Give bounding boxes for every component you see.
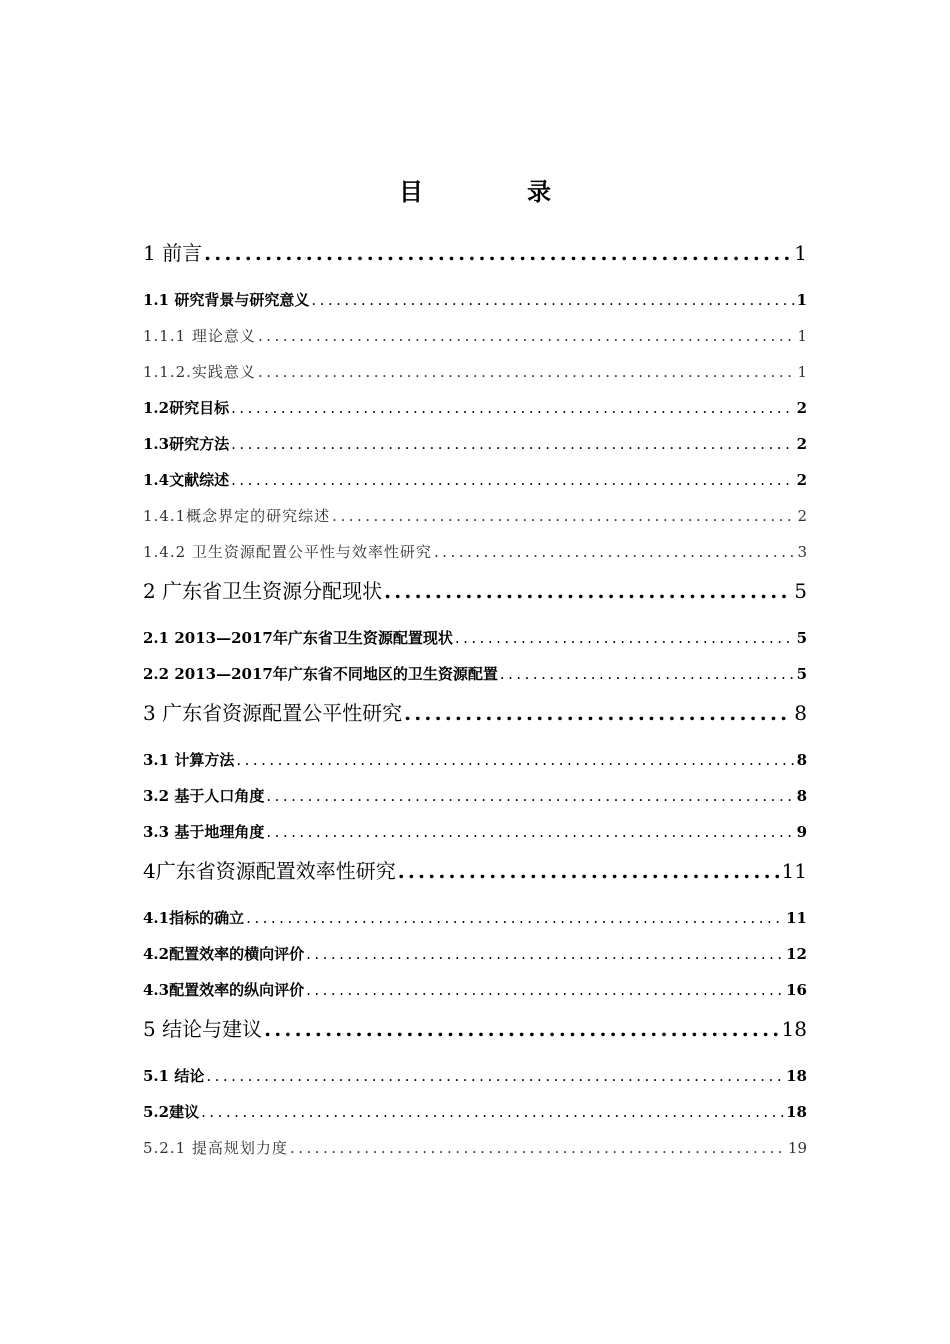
toc-entry-page-number: 8 [796,751,807,769]
toc-entry-label: 2 广东省卫生资源分配现状 [143,579,383,603]
toc-entry-page-number: 19 [787,1139,807,1157]
toc-entry-page-number: 8 [794,701,807,725]
dot-leader [398,850,780,892]
toc-entry-page-number: 5 [794,579,807,603]
toc-entry[interactable] [143,1058,807,1094]
toc-entry-label: 1.4.1概念界定的研究综述 [143,507,331,525]
toc-entry-label: 3 广东省资源配置公平性研究 [143,701,403,725]
toc-entry-page-number: 2 [796,471,807,489]
toc-entry[interactable] [143,656,807,692]
toc-entry[interactable] [143,462,807,498]
toc-entry-label: 5.2.1 提高规划力度 [143,1139,288,1157]
toc-entry[interactable] [143,850,807,900]
toc-entry[interactable] [143,498,807,534]
toc-entry-label: 3.2 基于人口角度 [143,787,265,805]
toc-entry-page-number: 5 [796,629,807,647]
toc-entry-page-number: 8 [796,787,807,805]
dot-leader [204,232,792,274]
dot-leader [306,936,784,972]
toc-entry-label: 5.2建议 [143,1103,200,1121]
toc-entry-page-number: 2 [797,507,807,525]
dot-leader [290,1130,786,1166]
toc-entry-label: 2.1 2013—2017年广东省卫生资源配置现状 [143,629,453,647]
toc-entry[interactable] [143,282,807,318]
toc-entry[interactable] [143,900,807,936]
dot-leader [231,426,794,462]
toc-entry-page-number: 11 [786,909,807,927]
toc-entry-page-number: 1 [796,291,807,309]
toc-entry[interactable] [143,778,807,814]
dot-leader [455,620,795,656]
table-of-contents [143,232,807,1166]
toc-entry[interactable] [143,1008,807,1058]
dot-leader [384,570,792,612]
toc-entry-label: 4广东省资源配置效率性研究 [143,859,396,883]
dot-leader [311,282,794,318]
dot-leader [231,390,794,426]
toc-entry[interactable] [143,972,807,1008]
toc-entry[interactable] [143,390,807,426]
dot-leader [258,318,796,354]
dot-leader [500,656,795,692]
dot-leader [206,1058,784,1094]
toc-entry-page-number: 12 [786,945,807,963]
toc-entry[interactable] [143,814,807,850]
toc-entry[interactable] [143,1130,807,1166]
toc-entry-label: 1 前言 [143,241,203,265]
dot-leader [264,1008,779,1050]
toc-entry-label: 1.1 研究背景与研究意义 [143,291,310,309]
dot-leader [404,692,792,734]
toc-entry[interactable] [143,1094,807,1130]
toc-entry-label: 4.1指标的确立 [143,909,245,927]
toc-title: 目 录 [399,178,591,206]
toc-entry-label: 5 结论与建议 [143,1017,263,1041]
toc-entry-label: 3.3 基于地理角度 [143,823,265,841]
dot-leader [236,742,794,778]
toc-entry-label: 3.1 计算方法 [143,751,235,769]
dot-leader [306,972,784,1008]
toc-entry-label: 4.2配置效率的横向评价 [143,945,305,963]
toc-entry[interactable] [143,742,807,778]
toc-entry[interactable] [143,354,807,390]
toc-entry-label: 1.3研究方法 [143,435,230,453]
dot-leader [434,534,796,570]
toc-entry[interactable] [143,570,807,620]
toc-entry-label: 1.1.2.实践意义 [143,363,256,381]
toc-entry-page-number: 2 [796,399,807,417]
toc-entry-page-number: 5 [796,665,807,683]
dot-leader [266,778,794,814]
toc-entry-page-number: 1 [797,363,807,381]
toc-entry[interactable] [143,936,807,972]
toc-entry-label: 2.2 2013—2017年广东省不同地区的卫生资源配置 [143,665,498,683]
toc-entry-page-number: 1 [794,241,807,265]
dot-leader [201,1094,784,1130]
toc-entry-page-number: 16 [786,981,807,999]
toc-entry-label: 1.4.2 卫生资源配置公平性与效率性研究 [143,543,432,561]
toc-entry-page-number: 18 [781,1017,807,1041]
dot-leader [266,814,794,850]
toc-entry-page-number: 18 [786,1103,807,1121]
toc-entry[interactable] [143,620,807,656]
toc-entry-label: 4.3配置效率的纵向评价 [143,981,305,999]
toc-entry-page-number: 11 [781,859,807,883]
toc-entry-label: 1.4文献综述 [143,471,230,489]
toc-entry-label: 1.1.1 理论意义 [143,327,256,345]
toc-entry[interactable] [143,232,807,282]
toc-entry-page-number: 9 [796,823,807,841]
toc-entry-page-number: 2 [796,435,807,453]
toc-entry-label: 1.2研究目标 [143,399,230,417]
toc-entry[interactable] [143,318,807,354]
dot-leader [246,900,784,936]
dot-leader [332,498,795,534]
toc-entry-label: 5.1 结论 [143,1067,205,1085]
dot-leader [258,354,796,390]
toc-entry[interactable] [143,534,807,570]
toc-entry-page-number: 18 [786,1067,807,1085]
dot-leader [231,462,794,498]
toc-entry[interactable] [143,426,807,462]
toc-entry[interactable] [143,692,807,742]
toc-entry-page-number: 1 [797,327,807,345]
toc-entry-page-number: 3 [797,543,807,561]
